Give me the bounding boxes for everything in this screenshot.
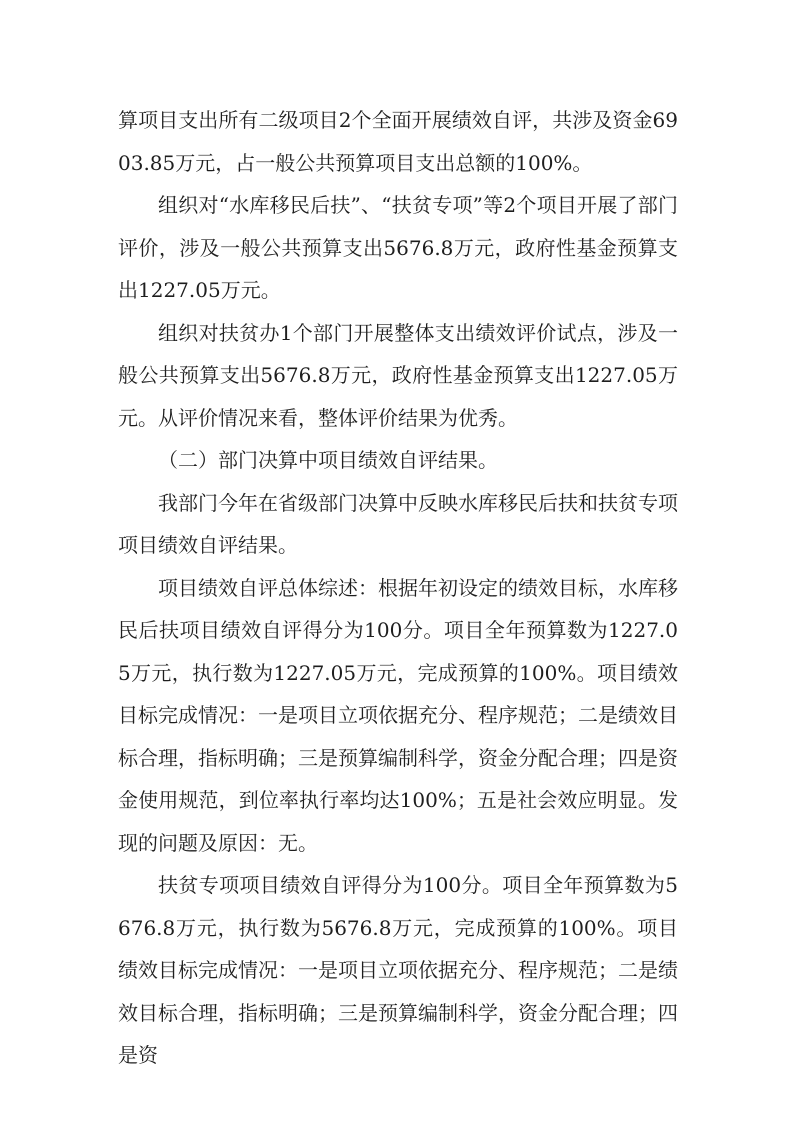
paragraph-poverty-alleviation: 扶贫专项项目绩效自评得分为100分。项目全年预算数为5676.8万元，执行数为5676.8万元，完成预算的100%。项目绩效目标完成情况：一是项目立项依据充分、程序规范；二是绩效目标合理，指标明确；三是预算编制科学，资金分配合理；四是资 bbox=[118, 873, 678, 1067]
document-body bbox=[118, 99, 678, 1077]
paragraph-continuation: 算项目支出所有二级项目2个全面开展绩效自评，共涉及资金6903.85万元，占一般公共预算项目支出总额的100%。 bbox=[118, 108, 678, 175]
paragraph-reservoir-resettlement: 项目绩效自评总体综述：根据年初设定的绩效目标，水库移民后扶项目绩效自评得分为100分。项目全年预算数为1227.05万元，执行数为1227.05万元，完成预算的100%。项目绩效目标完成情况：一是项目立项依据充分、程序规范；二是绩效目标合理，指标明确；三是预算编制科学，资金分配合理；四是资金使用规范，到位率执行率均达100%；五是社会效应明显。发现的问题及原因：无。 bbox=[118, 575, 678, 855]
paragraph-self-evaluation-intro: 我部门今年在省级部门决算中反映水库移民后扶和扶贫专项项目绩效自评结果。 bbox=[118, 490, 678, 557]
paragraph-overall-evaluation-pilot: 组织对扶贫办1个部门开展整体支出绩效评价试点，涉及一般公共预算支出5676.8万元，政府性基金预算支出1227.05万元。从评价情况来看，整体评价结果为优秀。 bbox=[118, 320, 678, 430]
paragraph-department-evaluation: 组织对“水库移民后扶”、“扶贫专项”等2个项目开展了部门评价，涉及一般公共预算支出5676.8万元，政府性基金预算支出1227.05万元。 bbox=[118, 193, 678, 302]
section-heading-self-evaluation: （二）部门决算中项目绩效自评结果。 bbox=[158, 448, 498, 472]
